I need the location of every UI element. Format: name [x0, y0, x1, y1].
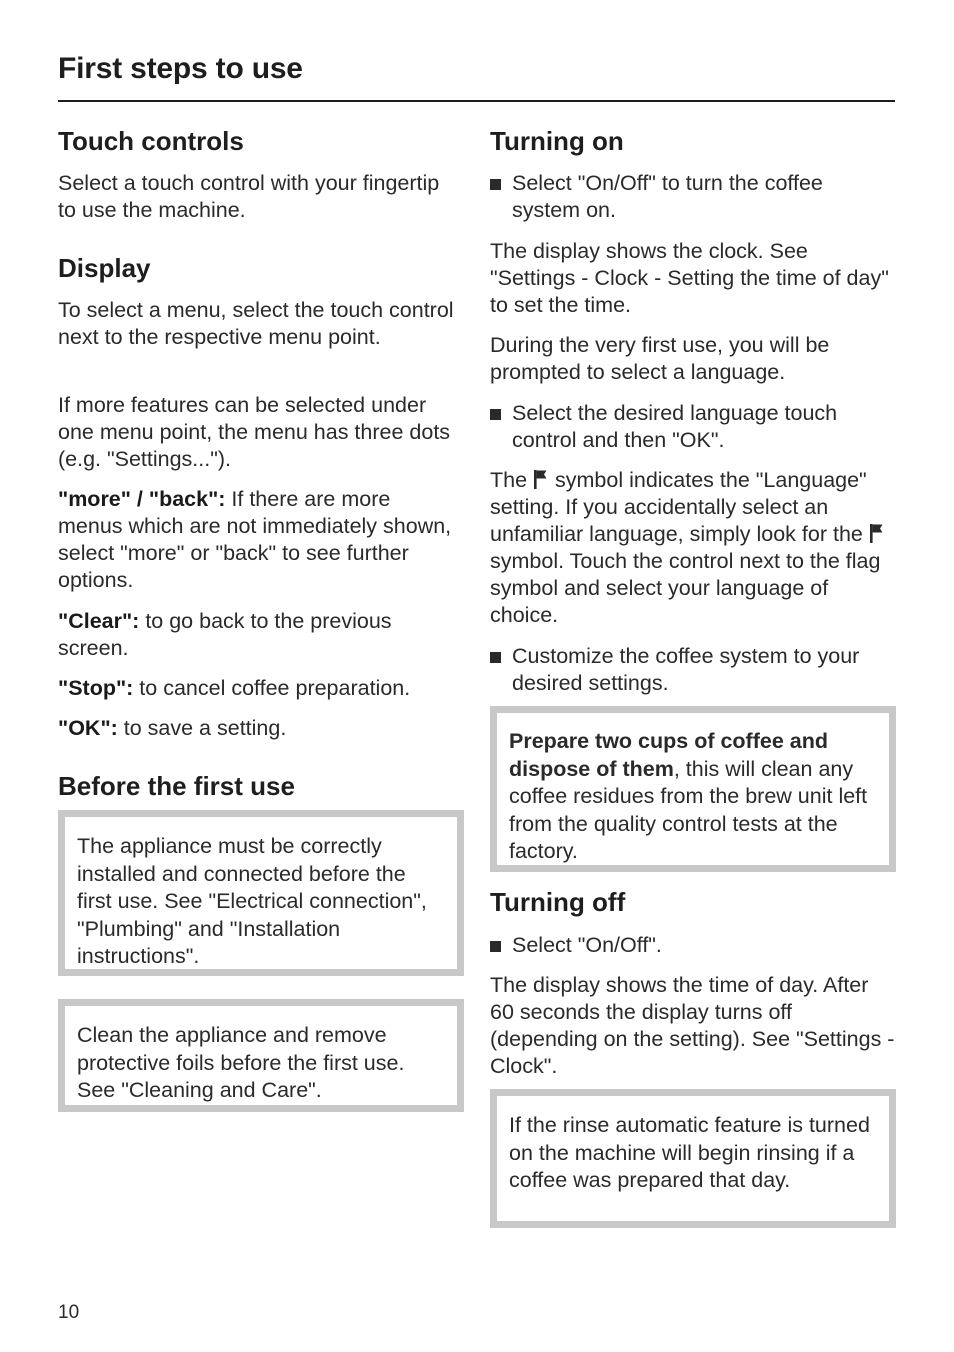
display-heading: Display: [58, 253, 151, 283]
bullet-text: Select the desired language touch control and then "OK".: [512, 401, 838, 452]
turning-on-bullet-1: [490, 170, 895, 226]
bullet-text: Select "On/Off" to turn the coffee system on.: [512, 171, 823, 222]
square-bullet-icon: [490, 179, 501, 190]
more-back-label: "more" / "back":: [58, 487, 226, 511]
touch-controls-text: Select a touch control with your fingertip to use the machine.: [58, 171, 440, 222]
prepare-coffee-note: [490, 706, 896, 872]
turning-off-heading: Turning off: [490, 887, 626, 917]
display-paragraph-2: If more features can be selected under one menu point, the menu has three dots (e.g. "Settings...").: [58, 393, 451, 471]
language-symbol-paragraph: [490, 467, 895, 629]
turning-on-paragraph-1: The display shows the clock. See "Settings - Clock - Setting the time of day" to set the time.: [490, 239, 889, 317]
ok-text: to save a setting.: [117, 716, 287, 740]
cleaning-note: [58, 999, 464, 1112]
language-paragraph-part-3: symbol. Touch the control next to the flag symbol and select your language of choice.: [490, 549, 881, 627]
prepare-coffee-note-text: [509, 728, 877, 866]
flag-icon: [869, 523, 885, 543]
turning-on-heading: Turning on: [490, 126, 624, 156]
turning-on-bullet-2: [490, 400, 895, 456]
prepare-coffee-note-bold: Prepare two cups of coffee and dispose of them: [509, 729, 828, 781]
ok-description: [58, 715, 458, 742]
stop-description: [58, 675, 463, 702]
page-number: 10: [58, 1302, 80, 1323]
installation-note-text: The appliance must be correctly installed and connected before the first use. See "Electrical connection", "Plumbing" and "Installation instructions".: [77, 834, 427, 968]
square-bullet-icon: [490, 941, 501, 952]
clear-text: to go back to the previous screen.: [58, 609, 392, 660]
bullet-text: Select "On/Off".: [512, 933, 662, 957]
clear-description: [58, 608, 458, 662]
language-paragraph-part-1: The: [490, 468, 534, 492]
turning-off-bullet-1: [490, 932, 895, 960]
prepare-coffee-note-rest: , this will clean any coffee residues from the brew unit left from the quality control tests at the factory.: [509, 756, 868, 863]
rinse-note-text: If the rinse automatic feature is turned on the machine will begin rinsing if a coffee was prepared that day.: [509, 1113, 870, 1192]
title-divider: [58, 100, 895, 102]
page-title: First steps to use: [58, 52, 303, 85]
more-back-description: [58, 486, 458, 594]
flag-icon: [533, 469, 549, 489]
installation-note: [58, 810, 464, 976]
display-paragraph-1: To select a menu, select the touch control next to the respective menu point.: [58, 298, 454, 349]
turning-on-bullet-3: [490, 643, 895, 699]
stop-text: to cancel coffee preparation.: [133, 676, 411, 700]
language-paragraph-part-2: symbol indicates the "Language" setting. If you accidentally select an unfamiliar language, simply look for the: [490, 468, 869, 546]
turning-off-paragraph: The display shows the time of day. After 60 seconds the display turns off (depending on the setting). See "Settings - Clock".: [490, 973, 895, 1078]
square-bullet-icon: [490, 652, 501, 663]
turning-on-paragraph-2: During the very first use, you will be prompted to select a language.: [490, 333, 830, 384]
rinse-note: [490, 1089, 896, 1228]
stop-label: "Stop":: [58, 676, 134, 700]
bullet-text: Customize the coffee system to your desired settings.: [512, 644, 860, 695]
more-back-text: If there are more menus which are not immediately shown, select "more" or "back" to see further options.: [58, 487, 452, 592]
touch-controls-heading: Touch controls: [58, 126, 244, 156]
before-first-use-heading: Before the first use: [58, 771, 295, 801]
square-bullet-icon: [490, 409, 501, 420]
cleaning-note-text: Clean the appliance and remove protective foils before the first use. See "Cleaning and Care".: [77, 1023, 405, 1102]
clear-label: "Clear":: [58, 609, 140, 633]
ok-label: "OK":: [58, 716, 118, 740]
